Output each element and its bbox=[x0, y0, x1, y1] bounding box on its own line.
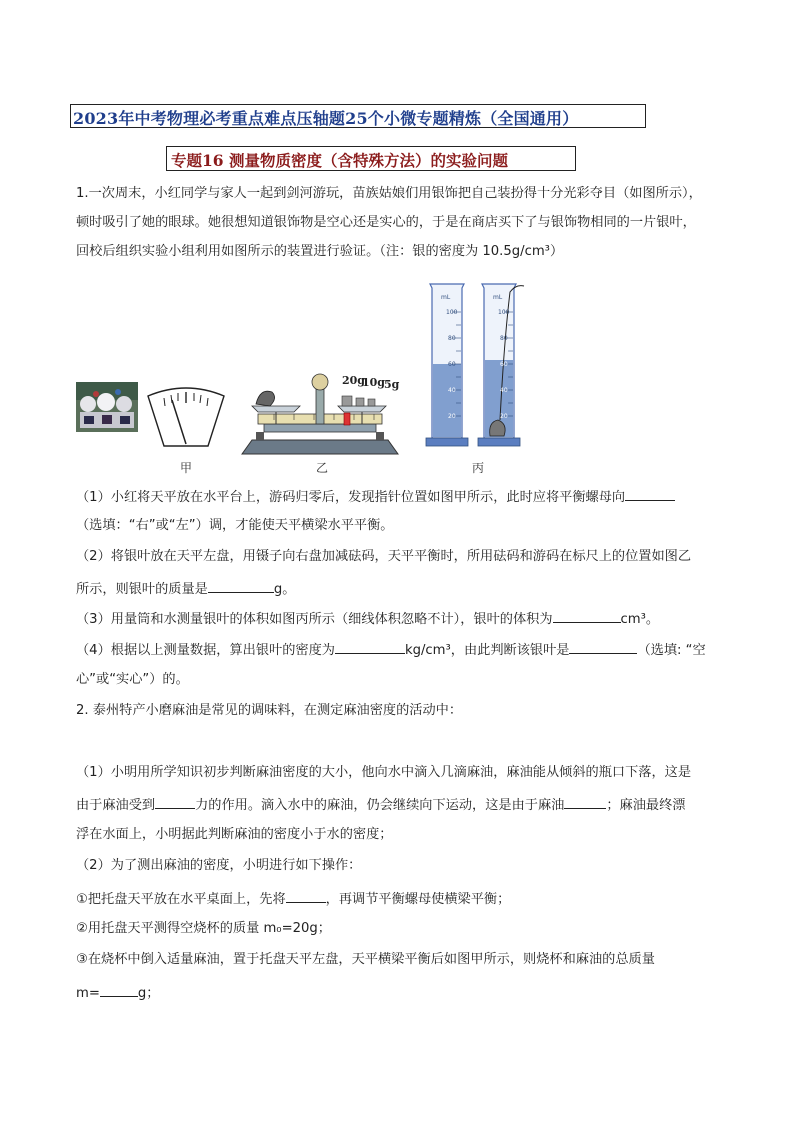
q1-part4-text: （4）根据以上测量数据，算出银叶的密度为 bbox=[76, 643, 335, 658]
figure-jia-pointer-scale bbox=[146, 378, 226, 450]
q2-intro: 2. 泰州特产小磨麻油是常见的调味料，在测定麻油密度的活动中： bbox=[76, 703, 463, 718]
answer-blank[interactable] bbox=[100, 984, 138, 997]
unit-label: g。 bbox=[273, 582, 296, 597]
q1-part3 bbox=[76, 610, 659, 628]
caption-bing: 丙 bbox=[472, 461, 485, 475]
cyl2-unit: mL bbox=[493, 294, 503, 301]
q2-step-1 bbox=[76, 890, 510, 908]
q1-part2-text: 所示，则银叶的质量是 bbox=[76, 582, 208, 597]
answer-blank[interactable] bbox=[564, 796, 606, 809]
silver-ornament-photo bbox=[76, 382, 138, 432]
main-title-box bbox=[70, 104, 646, 128]
q1-part4-end: （选填: “空 bbox=[637, 643, 706, 658]
q1-part4-line-1 bbox=[76, 641, 706, 659]
cyl1-tick-40: 40 bbox=[448, 387, 456, 394]
cyl2-tick-80: 80 bbox=[500, 335, 508, 342]
answer-blank[interactable] bbox=[286, 890, 326, 903]
answer-blank[interactable] bbox=[625, 488, 675, 501]
q2-part1-text-b: 力的作用。滴入水中的麻油，仍会继续向下运动，这是由于麻油 bbox=[195, 798, 565, 813]
answer-blank[interactable] bbox=[335, 641, 405, 654]
cyl2-tick-20: 20 bbox=[500, 413, 508, 420]
q1-part2-line-1: （2）将银叶放在天平左盘，用镊子向右盘加减砝码，天平平衡时，所用砝码和游码在标尺上的位置如图乙 bbox=[76, 549, 692, 564]
q2-step-2: ②用托盘天平测得空烧杯的质量 m₀=20g； bbox=[76, 921, 331, 936]
sub-title-box bbox=[166, 146, 576, 171]
caption-yi: 乙 bbox=[316, 461, 329, 475]
q1-part3-text: （3）用量筒和水测量银叶的体积如图丙所示（细线体积忽略不计），银叶的体积为 bbox=[76, 612, 553, 627]
answer-blank[interactable] bbox=[569, 641, 637, 654]
sub-title: 专题16 测量物质密度（含特殊方法）的实验问题 bbox=[171, 151, 508, 170]
figure-bing-cylinders bbox=[424, 282, 532, 448]
q1-part1-line-1 bbox=[76, 488, 675, 506]
q2-part1-line-1: （1）小明用所学知识初步判断麻油密度的大小，他向水中滴入几滴麻油，麻油能从倾斜的瓶口下落，这是 bbox=[76, 765, 692, 780]
q1-part2-line-2 bbox=[76, 580, 295, 598]
weight-5g: 5g bbox=[384, 378, 400, 391]
q1-part4-mid: kg/cm³，由此判断该银叶是 bbox=[404, 643, 570, 658]
cyl1-tick-100: 100 bbox=[446, 309, 458, 316]
cyl2-tick-100: 100 bbox=[498, 309, 510, 316]
q1-part1-text: （1）小红将天平放在水平台上，游码归零后，发现指针位置如图甲所示，此时应将平衡螺母向 bbox=[76, 490, 626, 505]
q2-part1-line-3: 浮在水面上，小明据此判断麻油的密度小于水的密度； bbox=[76, 827, 393, 842]
q2-part1-line-2 bbox=[76, 796, 686, 814]
q2-step1-text-b: ，再调节平衡螺母使横梁平衡； bbox=[325, 892, 511, 907]
q2-step-3-answer bbox=[76, 984, 159, 1002]
q1-intro-line-2: 顿时吸引了她的眼球。她很想知道银饰物是空心还是实心的，于是在商店买下了与银饰物相同的一片银叶， bbox=[76, 215, 696, 230]
q1-intro-line-3: 回校后组织实验小组利用如图所示的装置进行验证。（注：银的密度为 10.5g/cm³） bbox=[76, 244, 564, 259]
q1-part1-line-2: （选填：“右”或“左”）调，才能使天平横梁水平平衡。 bbox=[76, 518, 394, 533]
cyl1-unit: mL bbox=[441, 294, 451, 301]
q1-intro-line-1: 1.一次周末，小红同学与家人一起到剑河游玩，苗族姑娘们用银饰把自己装扮得十分光彩夺目（如图所示）， bbox=[76, 186, 702, 201]
cyl2-tick-60: 60 bbox=[500, 361, 508, 368]
main-title: 2023年中考物理必考重点难点压轴题25个小微专题精炼（全国通用） bbox=[73, 109, 579, 128]
cyl2-tick-40: 40 bbox=[500, 387, 508, 394]
cyl1-tick-60: 60 bbox=[448, 361, 456, 368]
weight-20g: 20g bbox=[342, 374, 365, 387]
unit-label: g； bbox=[137, 986, 160, 1001]
cyl1-tick-20: 20 bbox=[448, 413, 456, 420]
cyl1-tick-80: 80 bbox=[448, 335, 456, 342]
answer-blank[interactable] bbox=[155, 796, 195, 809]
q1-part4-line-2: 心”或“实心”）的。 bbox=[76, 672, 189, 687]
q2-step-3: ③在烧杯中倒入适量麻油，置于托盘天平左盘，天平横梁平衡后如图甲所示，则烧杯和麻油的总质量 bbox=[76, 952, 655, 967]
q2-part1-text-c: ；麻油最终漂 bbox=[606, 798, 686, 813]
q2-m-label: m= bbox=[76, 986, 100, 1001]
caption-jia: 甲 bbox=[180, 461, 193, 475]
q2-part2: （2）为了测出麻油的密度，小明进行如下操作： bbox=[76, 858, 362, 873]
answer-blank[interactable] bbox=[553, 610, 621, 623]
answer-blank[interactable] bbox=[208, 580, 274, 593]
unit-label: cm³。 bbox=[620, 612, 660, 627]
q2-step1-text-a: ①把托盘天平放在水平桌面上，先将 bbox=[76, 892, 286, 907]
q2-part1-text-a: 由于麻油受到 bbox=[76, 798, 156, 813]
weight-10g: 10g bbox=[362, 376, 385, 389]
